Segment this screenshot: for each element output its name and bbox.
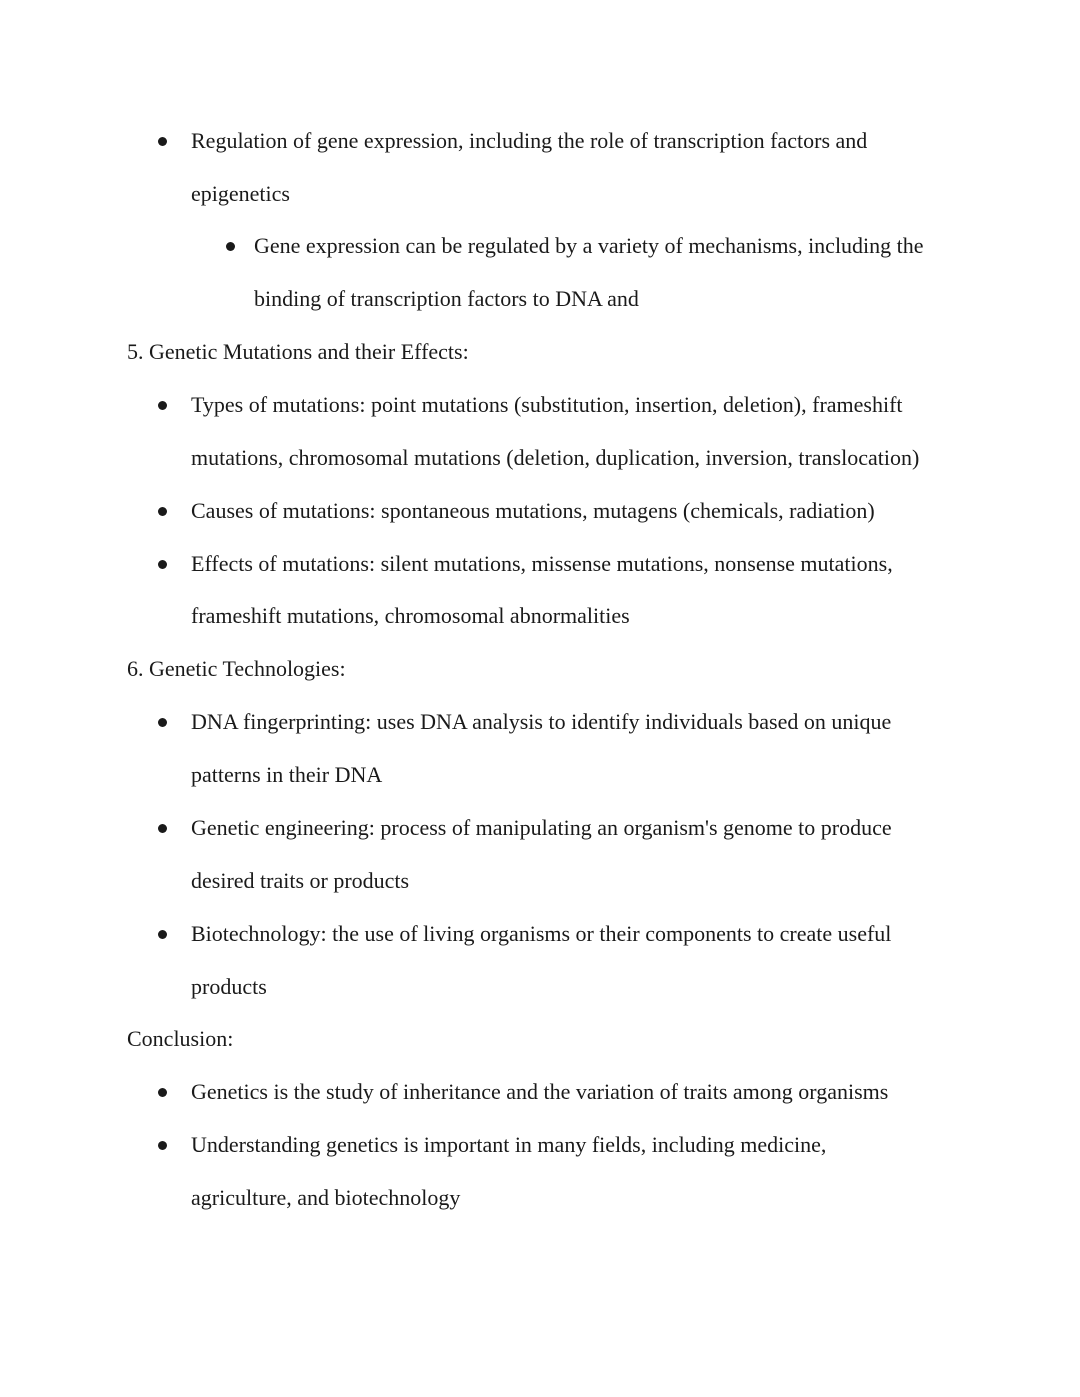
section5-item3-line1: Effects of mutations: silent mutations, missense mutations, nonsense mutations, xyxy=(191,551,893,576)
gene-regulation-line2: epigenetics xyxy=(191,181,290,206)
section6-item2-line2: desired traits or products xyxy=(191,868,410,893)
section5-item3-line2: frameshift mutations, chromosomal abnormalities xyxy=(191,603,630,628)
conclusion-heading: Conclusion: xyxy=(127,1026,234,1051)
bullet-icon xyxy=(158,401,167,410)
conclusion-item1-line1: Genetics is the study of inheritance and the variation of traits among organisms xyxy=(191,1079,889,1104)
bullet-icon xyxy=(158,824,167,833)
sub-bullet-icon xyxy=(226,242,235,251)
bullet-icon xyxy=(158,507,167,516)
bullet-icon xyxy=(158,1141,167,1150)
bullet-icon xyxy=(158,560,167,569)
section6-item1-line2: patterns in their DNA xyxy=(191,762,383,787)
gene-regulation-sub-line1: Gene expression can be regulated by a variety of mechanisms, including the xyxy=(254,233,924,258)
section6-item3-line1: Biotechnology: the use of living organisms or their components to create useful xyxy=(191,921,892,946)
section5-item1-line2: mutations, chromosomal mutations (deletion, duplication, inversion, translocation) xyxy=(191,445,920,470)
bullet-icon xyxy=(158,930,167,939)
section5-heading: 5. Genetic Mutations and their Effects: xyxy=(127,339,469,364)
section6-item2-line1: Genetic engineering: process of manipulating an organism's genome to produce xyxy=(191,815,892,840)
section6-heading: 6. Genetic Technologies: xyxy=(127,656,346,681)
section5-item1-line1: Types of mutations: point mutations (substitution, insertion, deletion), frameshift xyxy=(191,392,903,417)
conclusion-item2-line2: agriculture, and biotechnology xyxy=(191,1185,461,1210)
bullet-icon xyxy=(158,718,167,727)
conclusion-item2-line1: Understanding genetics is important in many fields, including medicine, xyxy=(191,1132,827,1157)
bullet-icon xyxy=(158,137,167,146)
section5-item2-line1: Causes of mutations: spontaneous mutations, mutagens (chemicals, radiation) xyxy=(191,498,875,523)
gene-regulation-sub-line2: binding of transcription factors to DNA and xyxy=(254,286,639,311)
section6-item1-line1: DNA fingerprinting: uses DNA analysis to identify individuals based on unique xyxy=(191,709,892,734)
bullet-icon xyxy=(158,1088,167,1097)
section6-item3-line2: products xyxy=(191,974,267,999)
gene-regulation-line1: Regulation of gene expression, including the role of transcription factors and xyxy=(191,128,868,153)
